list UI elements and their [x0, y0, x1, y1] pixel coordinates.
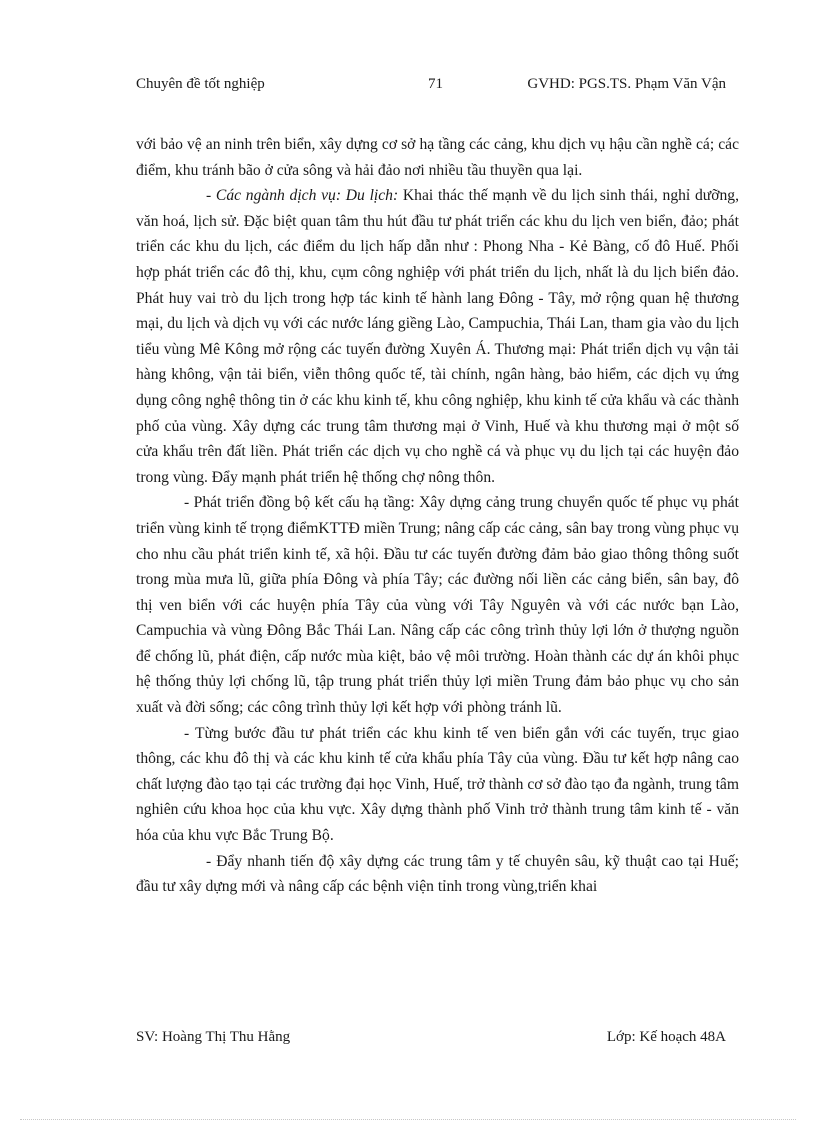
paragraph-economic-zones: - Từng bước đầu tư phát triển các khu kinh tế ven biển gắn với các tuyến, trục giao thông, các khu đô thị và các khu kinh tế cửa khẩu phía Tây của vùng. Đầu tư kết hợp nâng cao chất lượng đào tạo tại các trường đại học Vinh, Huế, trở thành cơ sở đào tạo đa ngành, trung tâm nghiên cứu khoa học của khu vực. Xây dựng thành phố Vinh trở thành trung tâm kinh tế - văn hóa của khu vực Bắc Trung Bộ. — [136, 724, 739, 845]
header-supervisor: GVHD: PGS.TS. Phạm Văn Vận — [527, 76, 726, 92]
page-footer — [136, 1029, 726, 1051]
page-header — [136, 76, 726, 98]
paragraph-healthcare: - Đẩy nhanh tiến độ xây dựng các trung tâm y tế chuyên sâu, kỹ thuật cao tại Huế; đầu tư xây dựng mới và nâng cấp các bệnh viện tỉnh trong vùng,triển khai — [136, 852, 739, 896]
footer-student-name: SV: Hoàng Thị Thu Hằng — [136, 1029, 291, 1045]
page-bottom-divider — [20, 1119, 796, 1120]
paragraph-services-tourism — [136, 183, 739, 490]
services-heading: - Các ngành dịch vụ: Du lịch: — [206, 187, 399, 205]
page-number: 71 — [428, 76, 443, 92]
footer-class: Lớp: Kế hoạch 48A — [606, 1029, 726, 1045]
paragraph-infrastructure-development: - Phát triển đồng bộ kết cấu hạ tầng: Xây dựng cảng trung chuyển quốc tế phục vụ phát triển vùng kinh tế trọng điểmKTTĐ miền Trung; nâng cấp các cảng, sân bay trong vùng phục vụ cho nhu cầu phát triển kinh tế, xã hội. Đầu tư các tuyến đường đảm bảo giao thông thông suốt trong mùa mưa lũ, giữa phía Đông và phía Tây; các đường nối liền các cảng biển, sân bay, đô thị ven biển với các huyện phía Tây của vùng với Tây Nguyên và với các nước bạn Lào, Campuchia và vùng Đông Bắc Thái Lan. Nâng cấp các công trình thủy lợi lớn ở thượng nguồn để chống lũ, phát điện, cấp nước mùa kiệt, bảo vệ môi trường. Hoàn thành các dự án khôi phục hệ thống thủy lợi chống lũ, tập trung phát triển thủy lợi miền Trung đảm bảo phục vụ cho sản xuất và đời sống; các công trình thủy lợi kết hợp với phòng tránh lũ. — [136, 494, 739, 717]
header-document-title: Chuyên đề tốt nghiệp — [136, 76, 265, 92]
page-body — [136, 132, 739, 900]
services-text: Khai thác thế mạnh về du lịch sinh thái, nghỉ dưỡng, văn hoá, lịch sử. Đặc biệt quan tâm thu hút đầu tư phát triển các khu du lịch ven biển, đảo; phát triển các khu du lịch, các điểm du lịch hấp dẫn như : Phong Nha - Kẻ Bàng, cố đô Huế. Phối hợp phát triển các đô thị, khu, cụm công nghiệp với phát triển du lịch, nhất là du lịch biển đảo. Phát huy vai trò du lịch trong hợp tác kinh tế hành lang Đông - Tây, mở rộng quan hệ thương mại, du lịch và dịch vụ với các nước láng giềng Lào, Campuchia, Thái Lan, tham gia vào du lịch tiểu vùng Mê Kông mở rộng các tuyến đường Xuyên Á. Thương mại: Phát triển dịch vụ vận tải hàng không, vận tải biển, viễn thông quốc tế, tài chính, ngân hàng, bảo hiểm, các dịch vụ ứng dụng công nghệ thông tin ở các khu kinh tế, khu công nghiệp, khu kinh tế cửa khẩu và các thành phố của vùng. Xây dựng các trung tâm thương mại ở Vinh, Huế và khu thương mại ở một số cửa khẩu trên đất liền. Phát triển các dịch vụ cho nghề cá và phục vụ du lịch tại các huyện đảo trong vùng. Đẩy mạnh phát triển hệ thống chợ nông thôn. — [136, 187, 739, 486]
paragraph-infrastructure-continued: với bảo vệ an ninh trên biển, xây dựng cơ sở hạ tầng các cảng, khu dịch vụ hậu cần nghề cá; các điểm, khu tránh bão ở cửa sông và hải đảo nơi nhiều tầu thuyền qua lại. — [136, 136, 739, 179]
